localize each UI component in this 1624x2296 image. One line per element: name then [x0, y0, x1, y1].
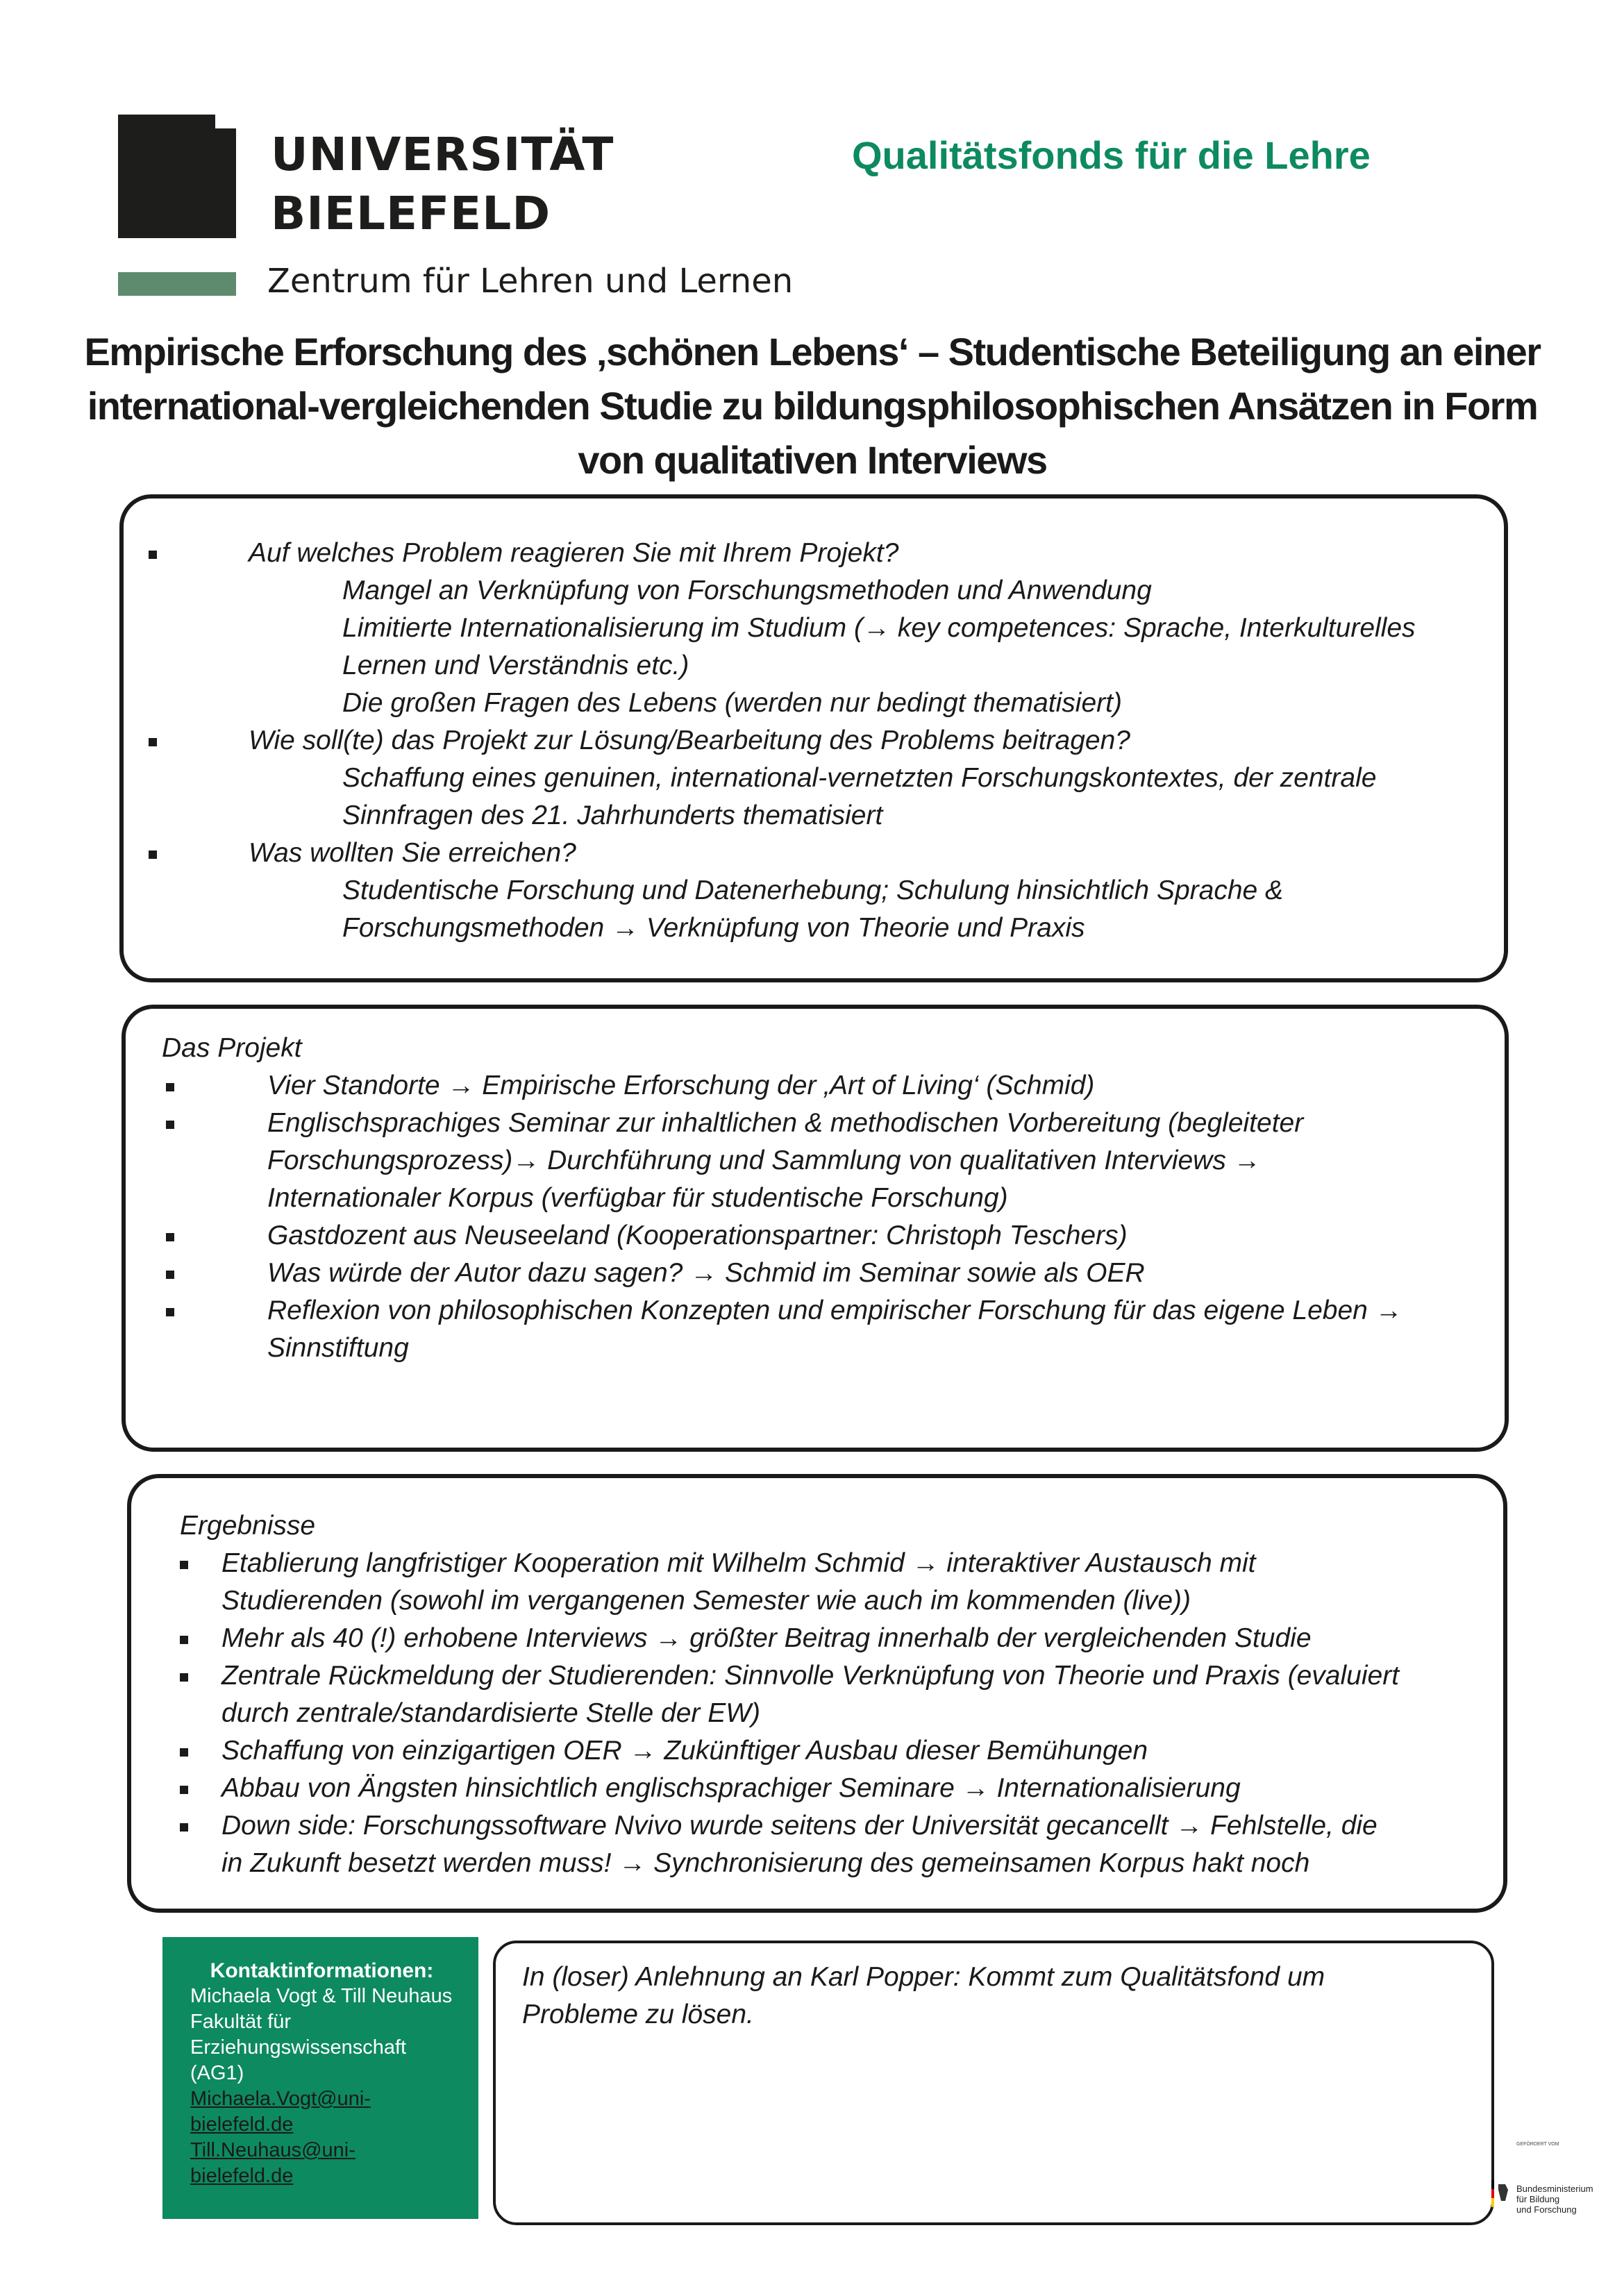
bullet-icon — [166, 1308, 174, 1316]
university-name-line2: BIELEFELD — [271, 187, 551, 240]
bullet-icon — [166, 1121, 174, 1129]
answer-text: Die großen Fragen des Lebens (werden nur bedingt thematisiert) — [342, 688, 1122, 718]
list-item: Gastdozent aus Neuseeland (Kooperationspartner: Christoph Teschers) — [267, 1221, 1128, 1250]
answer-text: Studentische Forschung und Datenerhebung; Schulung hinsichtlich Sprache & — [342, 875, 1284, 905]
list-item: Zentrale Rückmeldung der Studierenden: Sinnvolle Verknüpfung von Theorie und Praxis (evaluiert — [221, 1661, 1400, 1691]
list-item: Etablierung langfristiger Kooperation mit Wilhelm Schmid → interaktiver Austausch mit — [221, 1548, 1256, 1578]
bullet-icon — [149, 551, 157, 559]
fund-title: Qualitätsfonds für die Lehre — [852, 133, 1371, 177]
answer-text: Lernen und Verständnis etc.) — [342, 651, 689, 680]
funder-small-text: GEFÖRDERT VOM — [1516, 2142, 1559, 2147]
eagle-icon — [1491, 2180, 1512, 2208]
bullet-icon — [180, 1636, 188, 1644]
bullet-icon — [180, 1748, 188, 1757]
contact-faculty: (AG1) — [190, 2062, 244, 2084]
list-item: in Zukunft besetzt werden muss! → Synchronisierung des gemeinsamen Korpus hakt noch — [221, 1848, 1310, 1878]
list-item: Mehr als 40 (!) erhobene Interviews → größter Beitrag innerhalb der vergleichenden Studie — [221, 1623, 1312, 1653]
list-item: Reflexion von philosophischen Konzepten und empirischer Forschung für das eigene Leben → — [267, 1296, 1403, 1325]
list-item: Abbau von Ängsten hinsichtlich englischsprachiger Seminare → Internationalisierung — [221, 1773, 1241, 1803]
question-text: Was wollten Sie erreichen? — [249, 838, 576, 868]
email-link-neuhaus[interactable]: Till.Neuhaus@uni- — [190, 2139, 355, 2161]
contact-heading: Kontaktinformationen: — [210, 1959, 434, 1982]
funder-line: für Bildung — [1516, 2194, 1560, 2204]
question-text: Wie soll(te) das Projekt zur Lösung/Bearbeitung des Problems beitragen? — [249, 726, 1130, 755]
results-box — [127, 1474, 1507, 1913]
answer-text: Schaffung eines genuinen, international-vernetzten Forschungskontextes, der zentrale — [342, 763, 1377, 793]
section-heading: Das Projekt — [162, 1033, 302, 1063]
section-heading: Ergebnisse — [180, 1511, 316, 1541]
email-link-vogt[interactable]: bielefeld.de — [190, 2113, 294, 2136]
list-item: Forschungsprozess)→ Durchführung und Sammlung von qualitativen Interviews → — [267, 1146, 1261, 1175]
poster-title — [83, 325, 1541, 487]
funder-name — [1516, 2184, 1593, 2215]
title-line: von qualitativen Interviews — [578, 438, 1047, 482]
bullet-icon — [149, 738, 157, 746]
quote-box — [493, 1941, 1494, 2225]
quote-text: In (loser) Anlehnung an Karl Popper: Kommt zum Qualitätsfond um — [522, 1962, 1325, 1992]
answer-text: Limitierte Internationalisierung im Studium (→ key competences: Sprache, Interkulturelles — [342, 613, 1416, 643]
list-item: Englischsprachiges Seminar zur inhaltlichen & methodischen Vorbereitung (begleiteter — [267, 1108, 1304, 1138]
list-item: Down side: Forschungssoftware Nvivo wurde seitens der Universität gecancellt → Fehlstelle, die — [221, 1811, 1378, 1841]
contact-faculty: Erziehungswissenschaft — [190, 2036, 407, 2059]
bullet-icon — [180, 1786, 188, 1794]
list-item: Schaffung von einzigartigen OER → Zukünftiger Ausbau dieser Bemühungen — [221, 1736, 1148, 1766]
list-item: Was würde der Autor dazu sagen? → Schmid im Seminar sowie als OER — [267, 1258, 1145, 1288]
answer-text: Sinnfragen des 21. Jahrhunderts thematisiert — [342, 801, 883, 830]
contact-panel — [162, 1937, 478, 2219]
bullet-icon — [180, 1561, 188, 1569]
funder-line: und Forschung — [1516, 2204, 1577, 2215]
university-logo-mark — [118, 115, 236, 238]
title-line: international-vergleichenden Studie zu bildungsphilosophischen Ansätzen in Form — [87, 384, 1538, 428]
logo-green-bar — [118, 272, 236, 296]
contact-names: Michaela Vogt & Till Neuhaus — [190, 1985, 453, 2007]
list-item: Internationaler Korpus (verfügbar für studentische Forschung) — [267, 1183, 1008, 1213]
bullet-icon — [180, 1823, 188, 1832]
bullet-icon — [166, 1083, 174, 1091]
list-item: durch zentrale/standardisierte Stelle der EW) — [221, 1698, 761, 1728]
question-text: Auf welches Problem reagieren Sie mit Ihrem Projekt? — [249, 538, 899, 568]
bullet-icon — [166, 1233, 174, 1241]
answer-text: Mangel an Verknüpfung von Forschungsmethoden und Anwendung — [342, 576, 1152, 605]
bullet-icon — [180, 1673, 188, 1682]
quote-text: Probleme zu lösen. — [522, 2000, 754, 2029]
bullet-icon — [149, 850, 157, 859]
center-name: Zentrum für Lehren und Lernen — [267, 262, 794, 301]
funder-line: Bundesministerium — [1516, 2184, 1593, 2194]
bullet-icon — [166, 1271, 174, 1279]
title-line: Empirische Erforschung des ‚schönen Lebens‘ – Studentische Beteiligung an einer — [84, 330, 1541, 374]
list-item: Vier Standorte → Empirische Erforschung der ‚Art of Living‘ (Schmid) — [267, 1071, 1095, 1100]
contact-faculty: Fakultät für — [190, 2011, 292, 2033]
answer-text: Forschungsmethoden → Verknüpfung von Theorie und Praxis — [342, 913, 1085, 943]
project-box — [122, 1005, 1509, 1452]
list-item: Sinnstiftung — [267, 1333, 409, 1363]
list-item: Studierenden (sowohl im vergangenen Semester wie auch im kommenden (live)) — [221, 1586, 1191, 1616]
problem-box — [119, 494, 1508, 982]
funder-logo — [1491, 2142, 1596, 2267]
university-name-line1: UNIVERSITÄT — [271, 128, 614, 181]
email-link-neuhaus[interactable]: bielefeld.de — [190, 2165, 294, 2187]
email-link-vogt[interactable]: Michaela.Vogt@uni- — [190, 2088, 371, 2110]
